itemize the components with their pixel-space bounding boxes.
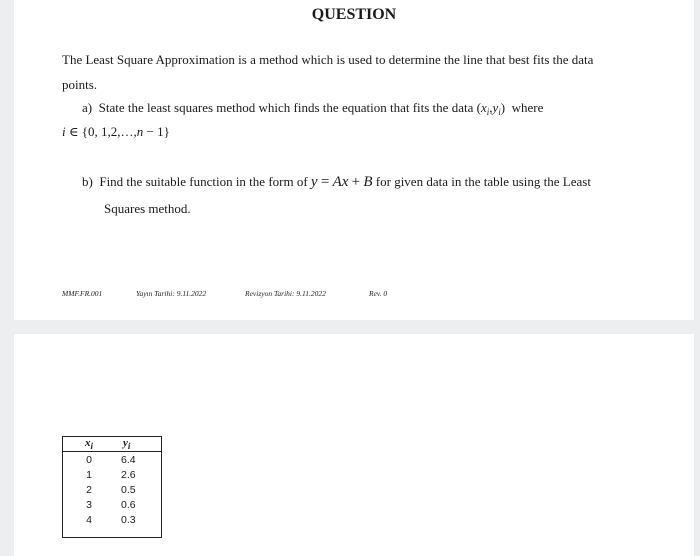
domain-set: ∈ {0, 1,2,…, bbox=[68, 124, 137, 139]
pair-sep: , bbox=[489, 100, 493, 115]
formula-y: y bbox=[310, 174, 318, 190]
formula-ax: Ax bbox=[332, 174, 349, 190]
domain-n: n bbox=[136, 124, 144, 139]
table-row bbox=[63, 512, 162, 538]
cell-y: 0.3 bbox=[121, 513, 136, 526]
cell-y: 0.5 bbox=[121, 483, 136, 496]
footer-publish-date: Yayın Tarihi: 9.11.2022 bbox=[136, 289, 207, 298]
part-b-line-2: Squares method. bbox=[104, 201, 191, 216]
footer-doc-code: MMF.FR.001 bbox=[62, 289, 103, 298]
part-a-text: State the least squares method which finds the equation that fits the data bbox=[98, 100, 474, 115]
intro-line-1: The Least Square Approximation is a method which is used to determine the line that best fits the data bbox=[62, 52, 594, 67]
cell-x: 3 bbox=[86, 498, 92, 511]
intro-line-2: points. bbox=[62, 77, 98, 92]
part-a-line-1 bbox=[82, 100, 543, 120]
pair-close: ) bbox=[500, 100, 506, 115]
part-b-label: b) bbox=[82, 174, 93, 189]
part-a-after: where bbox=[511, 100, 544, 115]
formula-plus: + bbox=[351, 174, 361, 190]
pair-y-sub: i bbox=[498, 107, 501, 117]
table-row bbox=[63, 497, 162, 512]
header-x: $x_i$ bbox=[63, 437, 116, 452]
data-table bbox=[62, 436, 162, 538]
cell-x: 0 bbox=[86, 453, 92, 466]
cell-y: 2.6 bbox=[121, 468, 136, 481]
cell-y: 0.6 bbox=[121, 498, 136, 511]
table-row bbox=[63, 482, 162, 497]
footer-revision-date: Revizyon Tarihi: 9.11.2022 bbox=[245, 289, 326, 298]
part-a-line-2 bbox=[62, 124, 170, 140]
pair-open: ( bbox=[476, 100, 481, 115]
footer-revision-no: Rev. 0 bbox=[369, 289, 388, 298]
cell-x: 4 bbox=[86, 513, 92, 526]
part-b-text-before: Find the suitable function in the form of bbox=[99, 174, 308, 189]
header-y: $y_i$ bbox=[115, 437, 162, 452]
question-page bbox=[14, 0, 694, 320]
part-a-label: a) bbox=[82, 100, 93, 115]
cell-x: 1 bbox=[86, 468, 92, 481]
cell-y: 6.4 bbox=[121, 453, 136, 466]
table-row bbox=[63, 452, 162, 468]
table-header-row bbox=[63, 437, 162, 452]
formula-eq: = bbox=[320, 174, 330, 190]
pair-x: x bbox=[480, 100, 487, 115]
pair-y: y bbox=[492, 100, 499, 115]
page-title: QUESTION bbox=[311, 6, 397, 23]
domain-end: − 1} bbox=[146, 124, 170, 139]
part-b-line-1 bbox=[82, 174, 591, 190]
pair-x-sub: i bbox=[486, 107, 490, 117]
cell-x: 2 bbox=[86, 483, 92, 496]
part-b-text-after: for given data in the table using the Least bbox=[375, 174, 591, 189]
data-page bbox=[14, 334, 694, 556]
domain-var: i bbox=[62, 124, 66, 139]
table-row bbox=[63, 467, 162, 482]
formula-b: B bbox=[363, 174, 373, 190]
